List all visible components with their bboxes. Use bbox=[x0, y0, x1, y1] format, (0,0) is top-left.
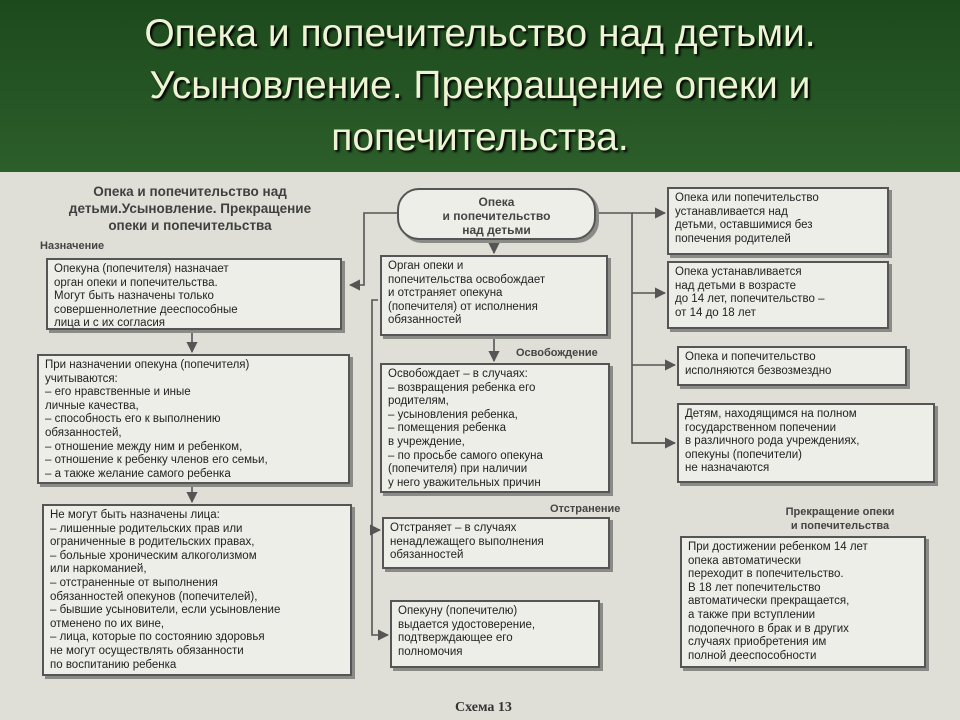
left-box-cannot-be-appointed bbox=[42, 504, 352, 676]
slide-header bbox=[0, 0, 960, 172]
text-line: При назначении опекуна (попечителя) bbox=[45, 359, 250, 371]
text-line: – усыновления ребенка, bbox=[388, 408, 518, 421]
text-line: обязанностей bbox=[390, 549, 464, 562]
scheme-caption: Схема 13 bbox=[455, 700, 512, 715]
text-line: от 14 до 18 лет bbox=[675, 306, 756, 319]
text-line: Опекуна (попечителя) назначает bbox=[54, 263, 229, 275]
text-line: – больные хроническим алкоголизмом bbox=[50, 549, 257, 562]
text-line: ненадлежащего выполнения bbox=[390, 535, 544, 548]
text-line: – отстраненные от выполнения bbox=[50, 576, 218, 589]
middle-box-release bbox=[380, 363, 610, 493]
scheme-heading-line-1: Опека и попечительство над bbox=[93, 184, 287, 199]
text-line: – его нравственные и иные bbox=[45, 386, 191, 399]
oval-line-1: Опека bbox=[478, 195, 515, 209]
text-line: – по просьбе самого опекуна bbox=[388, 449, 543, 462]
text-line: личные качества, bbox=[45, 399, 139, 412]
text-line: – помещения ребенка bbox=[388, 422, 506, 435]
text-line: до 14 лет, попечительство – bbox=[675, 293, 825, 306]
text-line: ограниченные в родительских правах, bbox=[50, 536, 255, 549]
label-release: Освобождение bbox=[516, 347, 598, 359]
text-line: учитываются: bbox=[45, 372, 118, 385]
text-line: а также при вступлении bbox=[688, 608, 816, 621]
text-line: – лишенные родительских прав или bbox=[50, 522, 243, 535]
text-line: – отношение между ним и ребенком, bbox=[45, 440, 243, 453]
right-box-free-of-charge bbox=[677, 346, 907, 386]
label-appointment: Назначение bbox=[40, 240, 105, 252]
text-line: выдается удостоверение, bbox=[398, 618, 536, 631]
scheme-heading bbox=[20, 183, 360, 234]
text-line: попечительства освобождает bbox=[388, 273, 546, 286]
text-line: в различного рода учреждениях, bbox=[685, 435, 860, 448]
text-line: в учреждение, bbox=[388, 435, 465, 448]
scheme-heading-line-2: детьми.Усыновление. Прекращение bbox=[68, 201, 312, 216]
middle-box-certificate bbox=[390, 600, 600, 668]
text-line: Опека устанавливается bbox=[675, 266, 802, 278]
text-line: Отстраняет – в случаях bbox=[390, 522, 517, 534]
text-line: полной дееспособности bbox=[688, 649, 817, 662]
text-line: не назначаются bbox=[685, 462, 770, 475]
text-line: подопечного в брак и в других bbox=[688, 622, 849, 635]
text-line: (попечителя) от исполнения bbox=[388, 300, 538, 313]
slide-title-line-3: попечительства. bbox=[331, 116, 629, 159]
label-removal: Отстранение bbox=[550, 503, 621, 515]
text-line: случаях приобретения им bbox=[688, 636, 827, 649]
text-line: совершеннолетние дееспособные bbox=[54, 303, 238, 316]
text-line: обязанностей, bbox=[45, 426, 122, 439]
text-line: полномочия bbox=[398, 645, 463, 658]
text-line: обязанностей опекунов (попечителей), bbox=[50, 590, 258, 603]
text-line: подтверждающее его bbox=[398, 632, 513, 645]
text-line: по воспитанию ребенка bbox=[50, 658, 177, 671]
text-line: – возвращения ребенка его bbox=[388, 381, 536, 394]
oval-line-3: над детьми bbox=[462, 223, 531, 237]
text-line: – способность его к выполнению bbox=[45, 413, 221, 426]
slide-title-line-1: Опека и попечительство над детьми. bbox=[144, 12, 816, 55]
left-box-appointment bbox=[46, 258, 342, 330]
text-line: у него уважительных причин bbox=[388, 476, 541, 489]
right-box-age bbox=[667, 261, 889, 329]
text-line: Не могут быть назначены лица: bbox=[50, 509, 220, 521]
middle-box-authority bbox=[380, 255, 608, 336]
right-box-established bbox=[667, 187, 889, 255]
text-line: Освобождает – в случаях: bbox=[388, 368, 528, 380]
text-line: отменено по их вине, bbox=[50, 617, 165, 630]
text-line: – лица, которые по состоянию здоровья bbox=[50, 631, 265, 644]
text-line: не могут осуществлять обязанности bbox=[50, 644, 244, 657]
text-line: детьми, оставшимися без bbox=[675, 219, 813, 232]
text-line: опекуны (попечители) bbox=[685, 448, 802, 461]
middle-box-removal bbox=[382, 517, 610, 569]
text-line: автоматически прекращается, bbox=[688, 595, 850, 608]
text-line: Опека или попечительство bbox=[675, 192, 819, 204]
text-line: или наркоманией, bbox=[50, 563, 147, 576]
oval-line-2: и попечительство bbox=[442, 209, 551, 223]
text-line: над детьми в возрасте bbox=[675, 279, 797, 292]
text-line: устанавливается над bbox=[675, 205, 788, 218]
text-line: и отстраняет опекуна bbox=[388, 287, 503, 300]
text-line: опека автоматически bbox=[688, 554, 802, 567]
text-line: Могут быть назначены только bbox=[54, 290, 214, 303]
scheme-heading-line-3: опеки и попечительства bbox=[108, 218, 272, 233]
text-line: переходит в попечительство. bbox=[688, 568, 844, 581]
right-box-state-care bbox=[677, 403, 935, 483]
text-line: – а также желание самого ребенка bbox=[45, 467, 231, 480]
label-termination-line-2: и попечительства bbox=[790, 520, 890, 532]
text-line: родителям, bbox=[388, 395, 449, 408]
text-line: Опека и попечительство bbox=[685, 351, 816, 363]
center-oval bbox=[397, 188, 596, 240]
text-line: – бывшие усыновители, если усыновление bbox=[50, 604, 281, 617]
text-line: государственном попечении bbox=[685, 421, 836, 434]
text-line: попечения родителей bbox=[675, 232, 791, 245]
text-line: В 18 лет попечительство bbox=[688, 581, 821, 594]
right-box-termination bbox=[680, 536, 926, 668]
label-termination bbox=[740, 505, 940, 533]
text-line: обязанностей bbox=[388, 314, 462, 327]
text-line: При достижении ребенком 14 лет bbox=[688, 541, 868, 553]
text-line: орган опеки и попечительства. bbox=[54, 276, 218, 289]
text-line: (попечителя) при наличии bbox=[388, 463, 528, 476]
text-line: – отношение к ребенку членов его семьи, bbox=[45, 454, 268, 467]
text-line: Детям, находящимся на полном bbox=[685, 408, 857, 420]
text-line: Орган опеки и bbox=[388, 260, 464, 272]
text-line: Опекуну (попечителю) bbox=[398, 605, 518, 617]
text-line: исполняются безвозмездно bbox=[685, 364, 832, 377]
text-line: лица и с их согласия bbox=[54, 317, 165, 330]
label-termination-line-1: Прекращение опеки bbox=[785, 506, 895, 518]
slide-title bbox=[20, 8, 940, 164]
left-box-considerations bbox=[37, 354, 350, 484]
slide-title-line-2: Усыновление. Прекращение опеки и bbox=[149, 64, 811, 107]
